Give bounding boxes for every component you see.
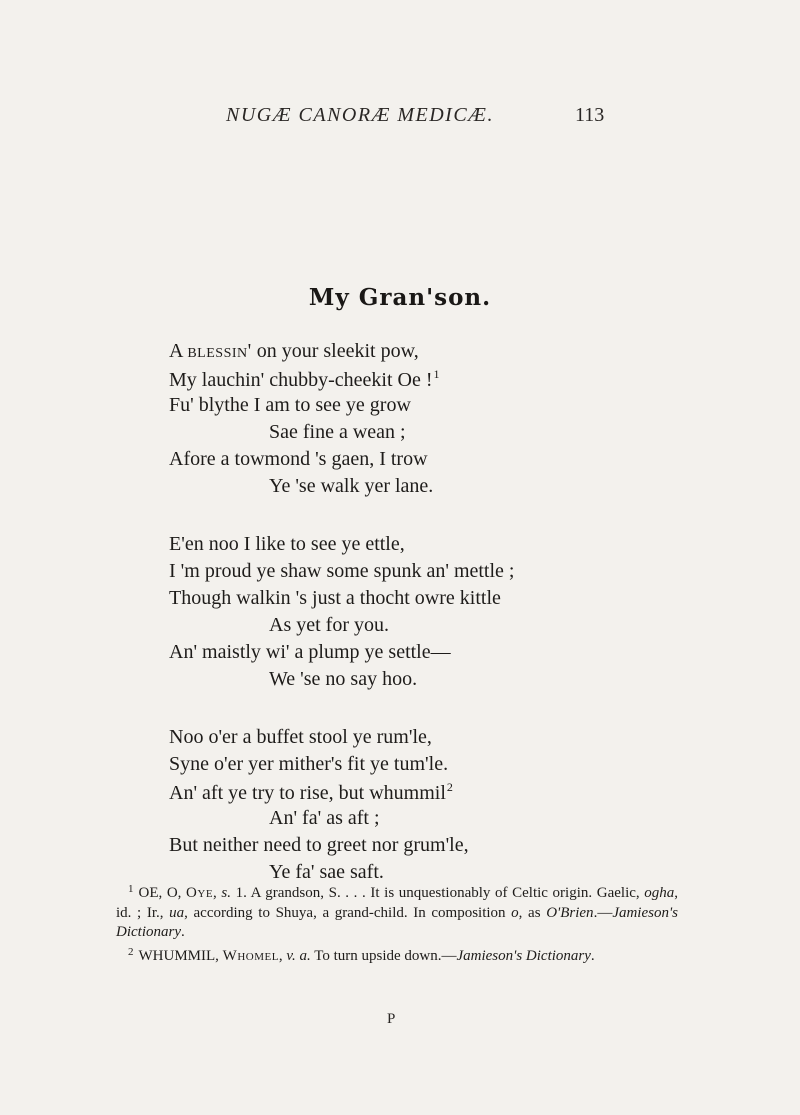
footnotes: [116, 880, 678, 966]
poem-line: A blessin' on your sleekit pow,: [169, 340, 419, 362]
poem-line: But neither need to greet nor grum'le,: [169, 834, 469, 856]
poem-line: As yet for you.: [269, 614, 389, 636]
poem-line: An' maistly wi' a plump ye settle—: [169, 641, 451, 663]
poem-line: Sae fine a wean ;: [269, 421, 406, 443]
poem-line: I 'm proud ye shaw some spunk an' mettle ;: [169, 560, 515, 582]
poem-line: An' fa' as aft ;: [269, 807, 380, 829]
footnote-number: 2: [128, 945, 134, 958]
source-citation: Jamieson's Dictionary: [456, 947, 591, 964]
poem-line: Ye 'se walk yer lane.: [269, 475, 434, 497]
running-head: NUGÆ CANORÆ MEDICÆ.: [226, 104, 494, 126]
poem-line: An' aft ye try to rise, but whummil$^2$: [169, 780, 453, 804]
footnote-1: $^1$ OE, O, Oye, s. 1. A grandson, S. . . . It is unquestionably of Celtic origin. Gaelic, ogha, id. ; Ir., ua, according to Shuya, a grand-child. In composition o, as O'Brien.—Jamieson's Dictionary.: [116, 883, 679, 940]
page-number: 113: [575, 104, 605, 126]
footnote-marker: 1: [433, 367, 440, 381]
poem-line: Though walkin 's just a thocht owre kittle: [169, 587, 501, 609]
footnote-number: 1: [128, 883, 134, 895]
footnote-marker: 2: [446, 780, 453, 794]
poem-title: My Gran'son.: [308, 284, 492, 311]
poem-line: My lauchin' chubby-cheekit Oe !$^1$: [169, 367, 440, 391]
footnote-2: $^2$ WHUMMIL, Whomel, v. a. To turn upside down.—Jamieson's Dictionary.: [128, 945, 595, 964]
poem-line: Ye fa' sae saft.: [269, 861, 384, 883]
poem-line: Noo o'er a buffet stool ye rum'le,: [169, 726, 432, 748]
signature-mark: P: [387, 1011, 396, 1027]
poem-line: E'en noo I like to see ye ettle,: [169, 533, 405, 555]
poem-line: Afore a towmond 's gaen, I trow: [169, 448, 428, 470]
small-caps-word: blessin': [187, 340, 252, 362]
poem-line: Syne o'er yer mither's fit ye tum'le.: [169, 753, 449, 775]
poem-line: Fu' blythe I am to see ye grow: [169, 394, 411, 416]
source-citation: Jamieson's Dictionary: [116, 904, 679, 940]
poem-line: We 'se no say hoo.: [269, 668, 418, 690]
